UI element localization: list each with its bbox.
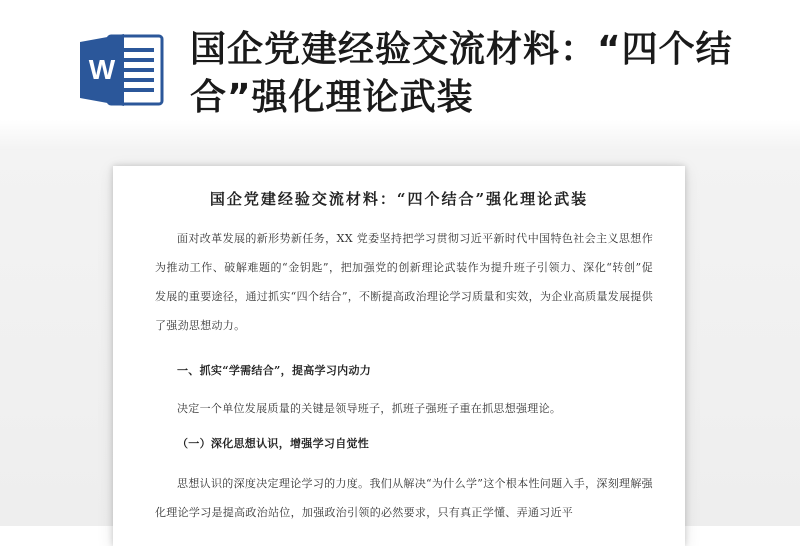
header [0, 0, 800, 130]
svg-text:W: W [88, 54, 116, 85]
document-page [113, 166, 685, 546]
word-document-icon [78, 32, 164, 108]
intro-paragraph: 面对改革发展的新形势新任务，XX 党委坚持把学习贯彻习近平新时代中国特色社会主义思想作为推动工作、破解难题的“金钥匙”，把加强党的创新理论武装作为提升班子引领力、深化“转创”促发展的重要途径，通过抓实“四个结合”，不断提高政治理论学习质量和实效，为企业高质量发展提供了强劲思想动力。 [155, 232, 653, 332]
subsection-paragraph: 思想认识的深度决定理论学习的力度。我们从解决“为什么学”这个根本性问题入手，深刻理解强化理论学习是提高政治站位，加强政治引领的必然要求，只有真正学懂、弄通习近平 [155, 477, 653, 519]
section-paragraph: 决定一个单位发展质量的关键是领导班子，抓班子强班子重在抓思想强理论。 [177, 402, 562, 415]
page-title: 国企党建经验交流材料：“四个结合”强化理论武装 [190, 29, 733, 118]
subsection-heading: （一）深化思想认识，增强学习自觉性 [177, 437, 370, 450]
document-title: 国企党建经验交流材料：“四个结合”强化理论武装 [209, 190, 589, 208]
section-heading: 一、抓实“学需结合”，提高学习内动力 [177, 364, 372, 377]
